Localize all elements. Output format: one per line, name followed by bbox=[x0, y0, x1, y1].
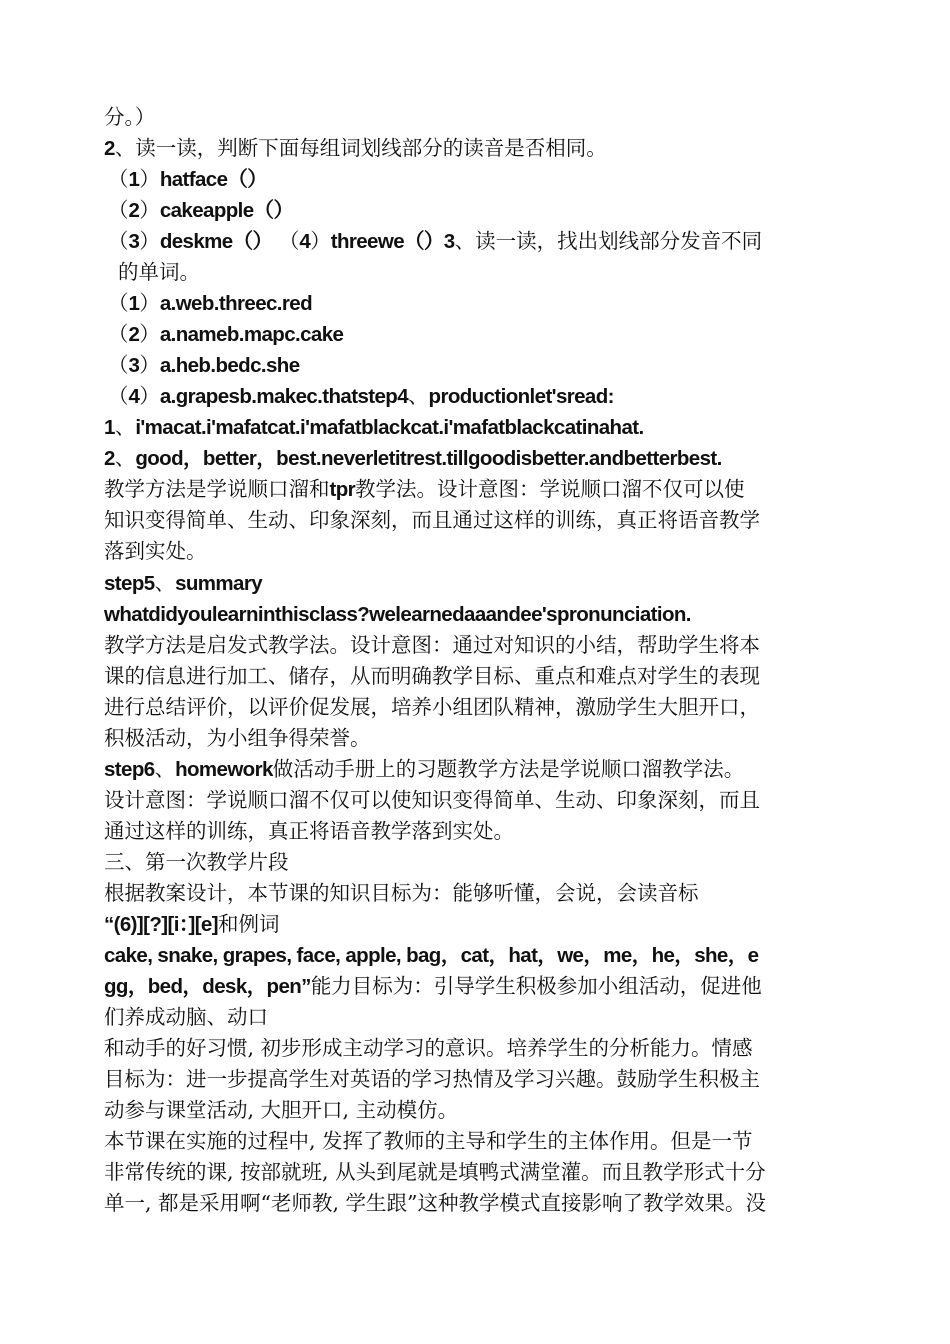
paren-open: （ bbox=[108, 229, 129, 253]
item-number: 4 bbox=[299, 230, 311, 253]
exercise-words: a.web.threec.red bbox=[159, 292, 313, 315]
step-heading bbox=[104, 754, 864, 785]
paren-open: （ bbox=[108, 322, 129, 346]
text-segment: 、 bbox=[154, 757, 176, 781]
paren-open: （ bbox=[278, 229, 300, 253]
paren-close: ） bbox=[139, 353, 160, 377]
item-number: 1 bbox=[128, 168, 140, 191]
text-segment: 分。） bbox=[104, 105, 156, 129]
text-line bbox=[104, 661, 864, 692]
text-segment: 、读一读，找出划线部分发音不同 bbox=[454, 229, 763, 253]
exercise-words: a.heb.bedc.she bbox=[159, 354, 300, 377]
text-line bbox=[104, 505, 864, 536]
text-segment: 通过这样的训练，真正将语音教学落到实处。 bbox=[104, 819, 514, 843]
exercise-words: hatface（） bbox=[159, 168, 268, 191]
paren-close: ） bbox=[310, 229, 331, 253]
text-line bbox=[104, 1188, 864, 1219]
text-line bbox=[104, 257, 864, 288]
exercise-words: threewe（）3 bbox=[330, 230, 455, 253]
text-segment: 的单词。 bbox=[118, 260, 200, 284]
text-segment: 、 bbox=[114, 415, 136, 439]
item-number: 2 bbox=[128, 199, 140, 222]
text-line bbox=[104, 599, 864, 630]
paren-close: ） bbox=[139, 322, 160, 346]
text-line bbox=[104, 909, 864, 940]
text-segment: 三、第一次教学片段 bbox=[104, 850, 289, 874]
text-segment: 单一, 都是采用啊“老师教, 学生跟”这种教学模式直接影响了教学效果。没 bbox=[104, 1191, 767, 1215]
text-line bbox=[104, 1033, 864, 1064]
text-line bbox=[104, 940, 864, 971]
text-segment: 非常传统的课, 按部就班, 从头到尾就是填鸭式满堂灌。而且教学形式十分 bbox=[104, 1160, 766, 1184]
text-segment: 教学方法是学说顺口溜和 bbox=[104, 477, 330, 501]
exercise-line bbox=[104, 319, 864, 350]
text-line bbox=[104, 536, 864, 567]
text-segment: 设计意图：学说顺口溜不仅可以使知识变得简单、生动、印象深刻，而且 bbox=[104, 788, 760, 812]
text-segment: 课的信息进行加工、储存，从而明确教学目标、重点和难点对学生的表现 bbox=[104, 664, 760, 688]
text-segment: 教学方法是启发式教学法。设计意图：通过对知识的小结，帮助学生将本 bbox=[104, 633, 760, 657]
phonetic-symbols: “(6)][?][i：][e] bbox=[104, 913, 218, 936]
text-line bbox=[104, 878, 864, 909]
text-segment: 落到实处。 bbox=[104, 539, 207, 563]
paren-open: （ bbox=[108, 353, 129, 377]
item-number: 2 bbox=[104, 137, 115, 160]
text-segment: 本节课在实施的过程中, 发挥了教师的主导和学生的主体作用。但是一节 bbox=[104, 1129, 753, 1153]
step-label: step5 bbox=[104, 572, 155, 595]
item-number: 2 bbox=[128, 323, 140, 346]
inline-term: tpr bbox=[329, 478, 356, 501]
text-line bbox=[104, 1157, 864, 1188]
text-segment: 、读一读，判断下面每组词划线部分的读音是否相同。 bbox=[114, 136, 607, 160]
text-segment: 、 bbox=[408, 384, 429, 408]
item-number: 4 bbox=[128, 385, 140, 408]
paren-close: ） bbox=[139, 229, 160, 253]
exercise-line bbox=[104, 350, 864, 381]
text-segment: 和动手的好习惯, 初步形成主动学习的意识。培养学生的分析能力。情感 bbox=[104, 1036, 753, 1060]
example-words: cake, snake, grapes, face, apple, bag，cat，hat，we，me，he，she，e bbox=[104, 944, 759, 967]
text-segment: 们养成动脑、动口 bbox=[104, 1005, 268, 1029]
text-line bbox=[104, 785, 864, 816]
chant-line bbox=[104, 412, 864, 443]
text-line bbox=[104, 1064, 864, 1095]
text-line bbox=[104, 1126, 864, 1157]
paren-close: ） bbox=[139, 167, 160, 191]
chant-text: i'macat.i'mafatcat.i'mafatblackcat.i'mafatblackcatinahat. bbox=[135, 416, 644, 439]
step-title: homework bbox=[175, 758, 273, 781]
paren-open: （ bbox=[108, 167, 129, 191]
item-number: 3 bbox=[128, 354, 140, 377]
paren-close: ） bbox=[139, 198, 160, 222]
text-segment: 知识变得简单、生动、印象深刻，而且通过这样的训练，真正将语音教学 bbox=[104, 508, 760, 532]
example-words: gg，bed，desk，pen” bbox=[104, 975, 311, 998]
exercise-line bbox=[104, 226, 864, 257]
paren-open: （ bbox=[108, 384, 129, 408]
text-line bbox=[104, 723, 864, 754]
step-heading bbox=[104, 568, 864, 599]
document-page bbox=[104, 102, 864, 1219]
text-segment: 、 bbox=[154, 571, 176, 595]
text-segment: 、 bbox=[114, 446, 136, 470]
text-line bbox=[104, 1095, 864, 1126]
text-segment: 进行总结评价，以评价促发展，培养小组团队精神，激励学生大胆开口， bbox=[104, 695, 760, 719]
exercise-words: cakeapple（） bbox=[159, 199, 294, 222]
exercise-line bbox=[104, 164, 864, 195]
text-segment: 目标为：进一步提高学生对英语的学习热情及学习兴趣。鼓励学生积极主 bbox=[104, 1067, 760, 1091]
paren-open: （ bbox=[108, 198, 129, 222]
chant-line bbox=[104, 443, 864, 474]
text-line bbox=[104, 971, 864, 1002]
exercise-line bbox=[104, 381, 864, 412]
item-number: 1 bbox=[128, 292, 140, 315]
item-number: 3 bbox=[128, 230, 140, 253]
section-heading bbox=[104, 847, 864, 878]
step-title: summary bbox=[175, 572, 263, 595]
text-line bbox=[104, 692, 864, 723]
text-segment: 和例词 bbox=[217, 912, 280, 936]
paren-close: ） bbox=[139, 291, 160, 315]
text-line bbox=[104, 474, 864, 505]
text-line bbox=[104, 102, 864, 133]
exercise-line bbox=[104, 195, 864, 226]
text-segment: 做活动手册上的习题教学方法是学说顺口溜教学法。 bbox=[272, 757, 745, 781]
chant-text: good，better，best.neverletitrest.tillgoodisbetter.andbetterbest. bbox=[135, 447, 722, 470]
text-line bbox=[104, 133, 864, 164]
text-segment: 教学法。设计意图：学说顺口溜不仅可以使 bbox=[355, 477, 745, 501]
paren-close: ） bbox=[139, 384, 160, 408]
exercise-words: deskme（） bbox=[159, 230, 273, 253]
english-text: whatdidyoulearninthisclass?welearnedaaandee'spronunciation. bbox=[104, 603, 691, 626]
text-segment: 积极活动，为小组争得荣誉。 bbox=[104, 726, 371, 750]
item-number: 2 bbox=[104, 447, 115, 470]
text-segment: 动参与课堂活动, 大胆开口, 主动模仿。 bbox=[104, 1098, 459, 1122]
text-line bbox=[104, 630, 864, 661]
exercise-words: productionlet'sread: bbox=[428, 385, 614, 408]
text-line bbox=[104, 816, 864, 847]
text-line bbox=[104, 1002, 864, 1033]
exercise-words: a.grapesb.makec.thatstep4 bbox=[159, 385, 409, 408]
paren-open: （ bbox=[108, 291, 129, 315]
exercise-line bbox=[104, 288, 864, 319]
exercise-words: a.nameb.mapc.cake bbox=[159, 323, 344, 346]
text-segment: 能力目标为：引导学生积极参加小组活动，促进他 bbox=[310, 974, 762, 998]
item-number: 1 bbox=[104, 416, 115, 439]
step-label: step6 bbox=[104, 758, 155, 781]
text-segment: 根据教案设计，本节课的知识目标为：能够听懂，会说，会读音标 bbox=[104, 881, 699, 905]
